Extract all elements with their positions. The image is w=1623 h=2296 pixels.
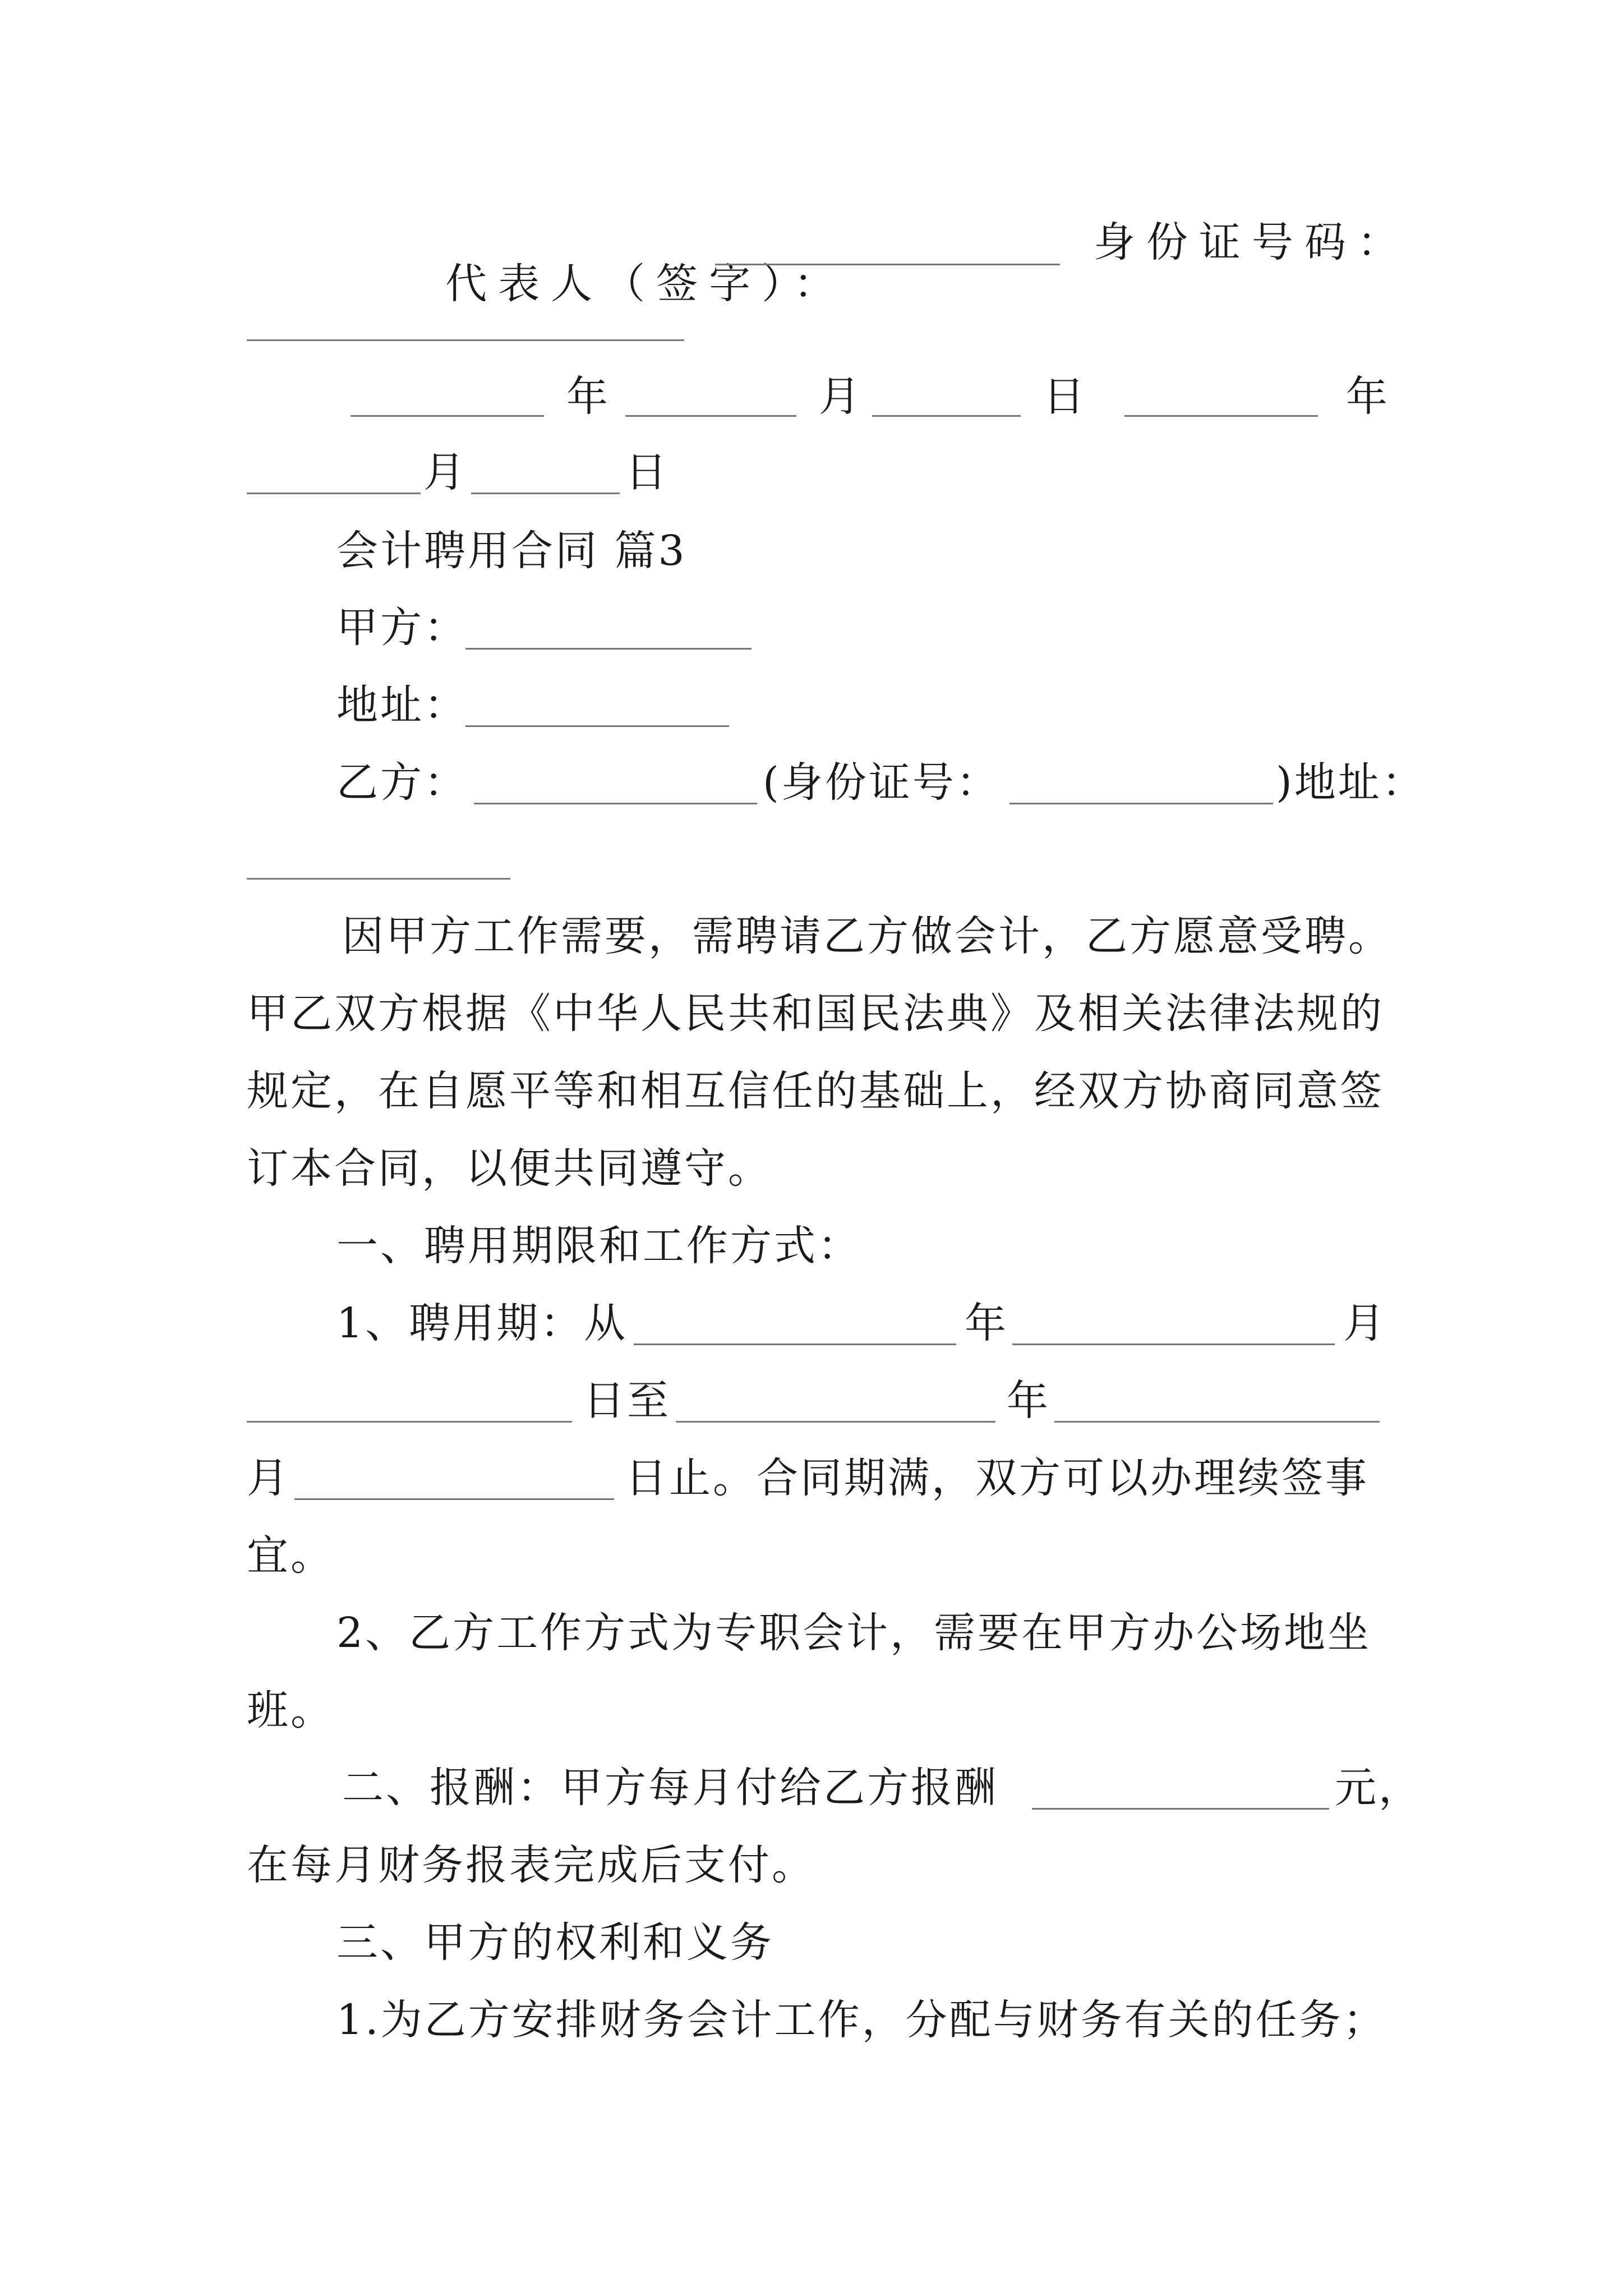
term-start-month-label: 月 [1343,1299,1387,1347]
date2-year-blank [1124,415,1318,417]
representative-signature-line [348,222,846,346]
term-start-day-blank [247,1421,572,1423]
clause2-line1-prefix: 二、报酬：甲方每月付给乙方报酬 [342,1764,998,1812]
party-b-id-close: )地址： [1276,758,1426,807]
date2-year-label: 年 [1346,372,1390,421]
date1-year-blank [351,415,544,417]
party-a-blank [465,648,751,650]
party-b-id-blank [1009,803,1273,804]
clause1-heading: 一、聘用期限和工作方式： [336,1222,861,1270]
salary-amount-blank [1032,1808,1329,1810]
term-end-month-label: 月 [247,1454,291,1502]
clause3-heading: 三、甲方的权利和义务 [336,1918,774,1967]
clause2-line2: 在每月财务报表完成后支付。 [247,1841,815,1889]
term-end-year-label: 年 [1007,1377,1050,1425]
id-number-label: 身份证号码： [1094,218,1410,266]
party-b-label: 乙方： [336,758,468,807]
term-end-year-blank [676,1421,995,1423]
intro-line-4: 订本合同，以便共同遵守。 [247,1144,772,1193]
term-start-year-label: 年 [965,1299,1008,1347]
section-title: 会计聘用合同 篇3 [336,527,687,575]
term-end-day-blank [294,1498,614,1500]
id-number-blank [247,339,684,341]
date2-day-label: 日 [625,448,669,496]
clause1-item2-line1: 2、乙方工作方式为专职会计，需要在甲方办公场地坐 [336,1609,1372,1657]
address-label: 地址： [336,681,468,729]
date1-day-label: 日 [1043,372,1087,421]
clause1-item2-line2: 班。 [247,1686,334,1734]
representative-label: 代表人（签字）： [445,260,847,308]
clause2-line1-suffix: 元， [1335,1764,1422,1812]
date1-year-label: 年 [566,372,610,421]
term-start-month-blank [1012,1343,1335,1345]
address-blank [465,725,729,727]
term-start-year-blank [634,1343,956,1345]
date2-day-blank [471,493,620,494]
clause1-item1-prefix: 1、聘用期：从 [336,1299,628,1347]
date1-month-label: 月 [819,372,863,421]
party-b-id-open: (身份证号： [763,758,1000,807]
date1-month-blank [625,415,796,417]
clause3-item1: 1.为乙方安排财务会计工作，分配与财务有关的任务； [336,1996,1387,2044]
date2-month-blank [247,493,421,494]
party-b-address-blank [247,878,510,880]
date2-month-label: 月 [423,448,467,496]
term-end-month-blank [1054,1421,1380,1423]
party-b-blank [474,803,757,804]
intro-line-2: 甲乙双方根据《中华人民共和国民法典》及相关法律法规的 [247,990,1384,1038]
clause1-item1-end: 日止。合同期满，双方可以办理续签事 [625,1454,1369,1502]
party-a-label: 甲方： [336,604,468,652]
clause1-item1-to: 日至 [583,1377,671,1425]
clause1-item1-end2: 宜。 [247,1531,334,1580]
date1-day-blank [872,415,1021,417]
representative-signature-blank [715,264,1060,265]
intro-line-3: 规定，在自愿平等和相互信任的基础上，经双方协商同意签 [247,1067,1384,1115]
intro-line-1: 因甲方工作需要，需聘请乙方做会计，乙方愿意受聘。 [342,912,1392,960]
